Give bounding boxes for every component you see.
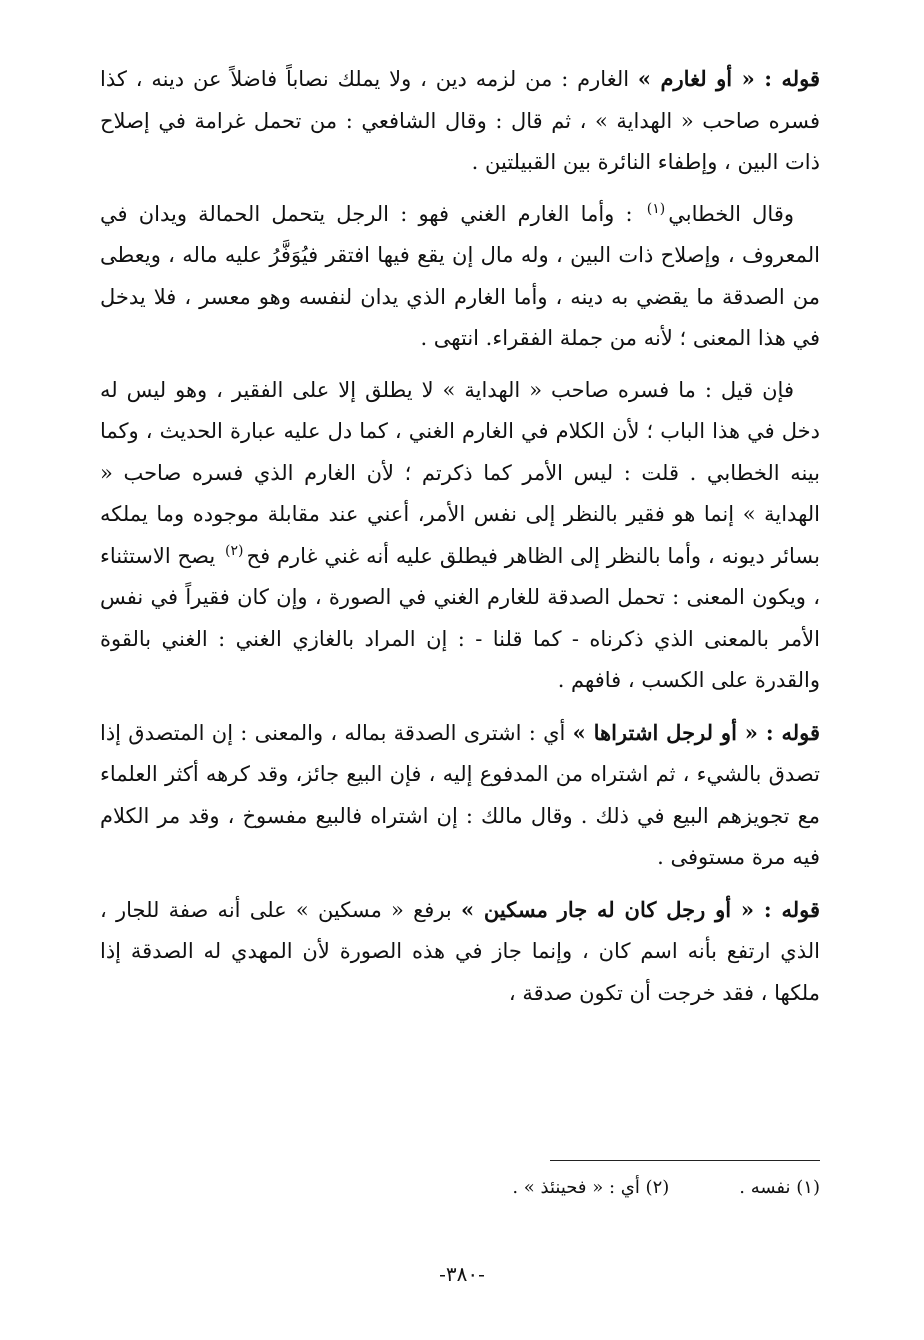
paragraph-purchase <box>100 712 820 879</box>
paragraph-text: برفع « مسكين » على أنه صفة للجار ، الذي ارتفع بأنه اسم كان ، وإنما جاز في هذه الصورة لأن المهدي له الصدقة إذا ملكها ، فقد خرجت أن تكون صدقة ، <box>100 897 820 1005</box>
page-number: -٣٨٠- <box>439 1262 485 1286</box>
paragraph-objection <box>100 370 820 702</box>
paragraph-gharim <box>100 58 820 184</box>
paragraph-text: أي : اشترى الصدقة بماله ، والمعنى : إن المتصدق إذا تصدق بالشيء ، ثم اشتراه من المدفوع إليه ، فإن البيع جائز، وقد كرهه أكثر العلماء مع تجويزهم البيع في ذلك . وقال مالك : إن اشتراه فالبيع مفسوخ ، وقد مر الكلام فيه مرة مستوفى . <box>100 720 820 869</box>
paragraph-lead: قوله : « أو لرجل اشتراها » <box>572 719 821 745</box>
footnote-divider <box>550 1160 820 1161</box>
main-text <box>100 58 820 1024</box>
footnote-1: (١) نفسه . <box>739 1177 820 1198</box>
footnotes <box>100 1174 820 1202</box>
footnote-ref-1: (١) <box>646 200 666 217</box>
paragraph-lead: قوله : « أو رجل كان له جار مسكين » <box>460 896 820 922</box>
paragraph-neighbor <box>100 889 820 1015</box>
paragraph-lead: قوله : « أو لغارم » <box>637 66 820 91</box>
paragraph-text: الغارم : من لزمه دين ، ولا يملك نصاباً فاضلاً عن دينه ، كذا فسره صاحب « الهداية » ، ثم قال : وقال الشافعي : من تحمل غرامة في إصلاح ذات البين ، وإطفاء النائرة بين القبيلتين . <box>100 67 820 174</box>
paragraph-text: : وأما الغارم الغني فهو : الرجل يتحمل الحمالة ويدان في المعروف ، وإصلاح ذات البين ، وله مال إن يقع فيها افتقر فيُوَفَّرُ عليه ماله ، ويعطى من الصدقة ما يقضي به دينه ، وأما الغارم الذي يدان لنفسه وهو معسر ، فلا يدخل في هذا المعنى ؛ لأنه من جملة الفقراء. انتهى . <box>100 201 820 350</box>
paragraph-text: يصح الاستثناء ، ويكون المعنى : تحمل الصدقة للغارم الغني في الصورة ، وإن كان فقيراً في نفس الأمر بالمعنى الذي ذكرناه - كما قلنا - : إن المراد بالغازي الغني : الغني بالقوة والقدرة على الكسب ، فافهم . <box>100 543 820 692</box>
paragraph-text: وقال الخطابي <box>668 201 794 226</box>
paragraph-text: فإن قيل : ما فسره صاحب « الهداية » لا يطلق إلا على الفقير ، وهو ليس له دخل في هذا الباب ؛ لأن الكلام في الغارم الغني ، كما دل عليه عبارة الحديث ، وكما بينه الخطابي . قلت : ليس الأمر كما ذكرتم ؛ لأن الغارم الذي فسره صاحب « الهداية » إنما هو فقير بالنظر إلى نفس الأمر، أعني عند مقابلة موجوده وما يملكه بسائر ديونه ، وأما بالنظر إلى الظاهر فيطلق عليه أنه غني غارم فح <box>100 377 820 568</box>
paragraph-khattabi <box>100 194 820 360</box>
footnote-ref-2: (٢) <box>225 542 244 559</box>
footnote-2: (٢) أي : « فحينئذ » . <box>512 1177 670 1198</box>
